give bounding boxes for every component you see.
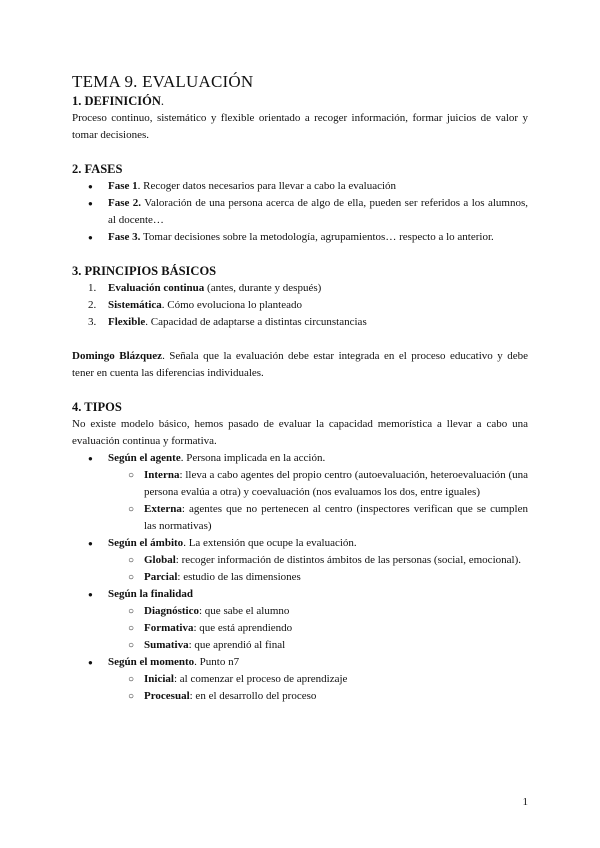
tipo-subitem: ○ Global: recoger información de distintos ámbitos de las personas (social, emocional).	[72, 552, 528, 569]
principio-item: 2. Sistemática. Cómo evoluciona lo planteado	[88, 299, 302, 311]
tipo-subitem: ○ Parcial: estudio de las dimensiones	[72, 569, 528, 586]
tipo-sublist	[72, 603, 528, 654]
tipo-subitem: ○ Inicial: al comenzar el proceso de aprendizaje	[72, 671, 528, 688]
principio-item: 3. Flexible. Capacidad de adaptarse a distintas circunstancias	[88, 316, 367, 328]
tipo-subitem: ○ Procesual: en el desarrollo del proceso	[72, 688, 528, 705]
tipos-intro: No existe modelo básico, hemos pasado de evaluar la capacidad memorística a llevar a cabo una evaluación continua y formativa.	[72, 418, 528, 447]
section-tipos-heading: 4. TIPOS	[72, 400, 122, 414]
tipos-list	[72, 450, 528, 705]
page-title: TEMA 9. EVALUACIÓN	[72, 72, 254, 91]
fase-item: ● Fase 2. Valoración de una persona acerca de algo de ella, pueden ser referidos a los alumnos, al docente…	[72, 195, 528, 229]
tipo-subitem: ○ Externa: agentes que no pertenecen al centro (inspectores verifican que se cumplen las normativas)	[72, 501, 528, 535]
principio-item: 1. Evaluación continua (antes, durante y después)	[88, 282, 322, 294]
principios-list	[72, 280, 528, 331]
tipo-sublist	[72, 467, 528, 535]
tipo-subitem: ○ Formativa: que está aprendiendo	[72, 620, 528, 637]
tipo-sublist	[72, 552, 528, 586]
tipo-subitem: ○ Sumativa: que aprendió al final	[72, 637, 528, 654]
definicion-text: Proceso continuo, sistemático y flexible orientado a recoger información, formar juicios de valor y tomar decisiones.	[72, 112, 528, 141]
tipo-group: ● Según el agente. Persona implicada en la acción. ○ Interna: lleva a cabo agentes del propio centro (autoevaluación, heteroevaluación (una persona evalúa a otra) y coevaluación (nos evaluamos los dos, entre iguales) ○ Externa: agentes que no pertenecen al centro (inspectores verifican que se cumplen las normativas)	[72, 450, 528, 535]
tipo-sublist	[72, 671, 528, 705]
tipo-subitem: ○ Diagnóstico: que sabe el alumno	[72, 603, 528, 620]
fase-item: ● Fase 3. Tomar decisiones sobre la metodología, agrupamientos… respecto a lo anterior.	[72, 229, 528, 246]
document-page	[72, 72, 528, 705]
tipo-group: ● Según el ámbito. La extensión que ocupe la evaluación. ○ Global: recoger información de distintos ámbitos de las personas (social, emocional). ○ Parcial: estudio de las dimensiones	[72, 535, 528, 586]
author-paragraph: Domingo Blázquez. Señala que la evaluación debe estar integrada en el proceso educativo y debe tener en cuenta las diferencias individuales.	[72, 350, 528, 379]
section-principios-heading: 3. PRINCIPIOS BÁSICOS	[72, 264, 217, 278]
tipo-group: ● Según la finalidad ○ Diagnóstico: que sabe el alumno ○ Formativa: que está aprendiendo ○ Sumativa: que aprendió al final	[72, 586, 528, 654]
page-number: 1	[522, 796, 528, 808]
fases-list	[72, 178, 528, 246]
tipo-group: ● Según el momento. Punto n7 ○ Inicial: al comenzar el proceso de aprendizaje ○ Procesual: en el desarrollo del proceso	[72, 654, 528, 705]
section-fases-heading: 2. FASES	[72, 162, 123, 176]
tipo-subitem: ○ Interna: lleva a cabo agentes del propio centro (autoevaluación, heteroevaluación (una persona evalúa a otra) y coevaluación (nos evaluamos los dos, entre iguales)	[72, 467, 528, 501]
section-definicion-heading: 1. DEFINICIÓN.	[72, 94, 165, 108]
fase-item: ● Fase 1. Recoger datos necesarios para llevar a cabo la evaluación	[72, 178, 528, 195]
